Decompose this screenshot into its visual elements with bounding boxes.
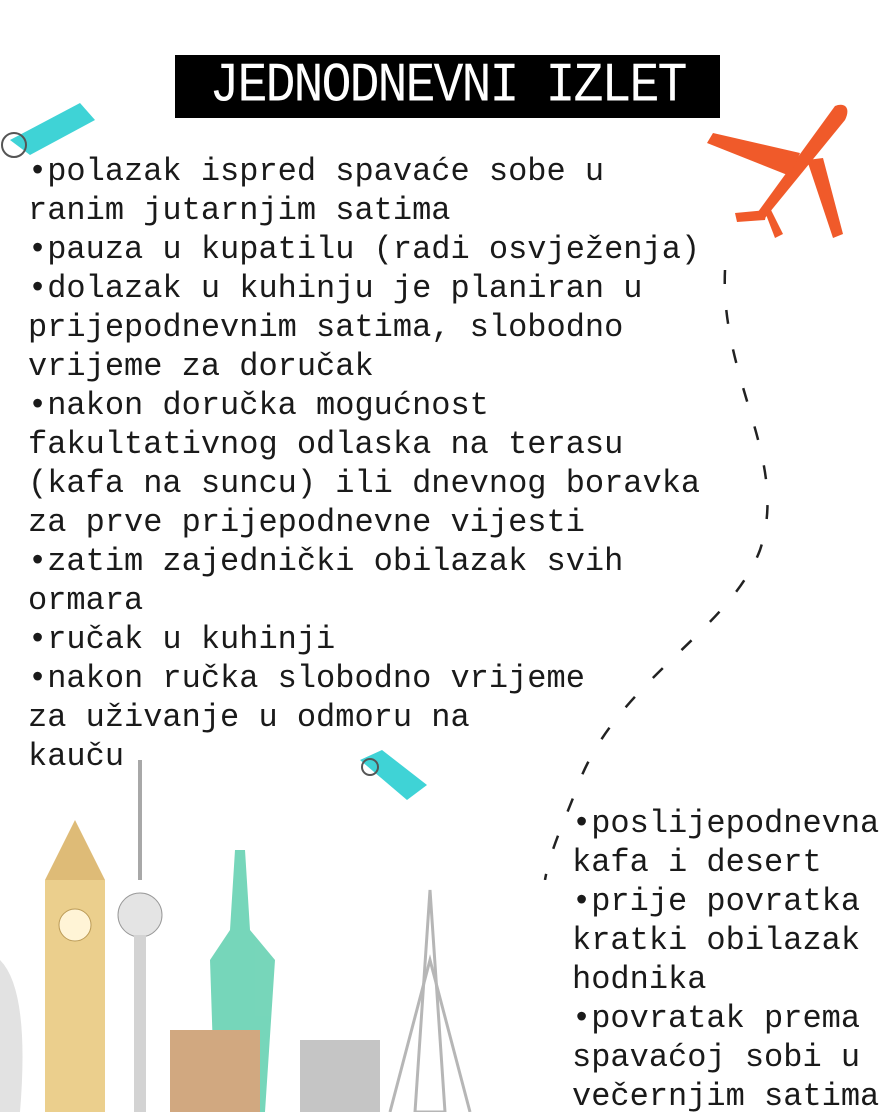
- itinerary-line: vrijeme za doručak: [28, 348, 374, 385]
- itinerary-line: •poslijepodnevna: [572, 805, 880, 842]
- itinerary-line: za prve prijepodnevne vijesti: [28, 504, 585, 541]
- itinerary-line: kratki obilazak: [572, 922, 861, 959]
- itinerary-line: •povratak prema: [572, 1000, 861, 1037]
- itinerary-line: •pauza u kupatilu (radi osvježenja): [28, 231, 701, 268]
- itinerary-line: •polazak ispred spavaće sobe u: [28, 153, 605, 190]
- itinerary-line: fakultativnog odlaska na terasu: [28, 426, 624, 463]
- itinerary-line: kafa i desert: [572, 844, 822, 881]
- itinerary-line: hodnika: [572, 961, 707, 998]
- itinerary-main-list: [28, 152, 700, 776]
- itinerary-line: •nakon doručka mogućnost: [28, 387, 489, 424]
- itinerary-line: ormara: [28, 582, 144, 619]
- airplane-icon: [705, 98, 855, 248]
- title-banner: [175, 55, 720, 118]
- itinerary-line: večernjim satima: [572, 1078, 880, 1115]
- itinerary-line: kauču: [28, 738, 125, 775]
- itinerary-line: (kafa na suncu) ili dnevnog boravka: [28, 465, 701, 502]
- itinerary-line: za uživanje u odmoru na: [28, 699, 470, 736]
- itinerary-line: •zatim zajednički obilazak svih: [28, 543, 624, 580]
- itinerary-line: •nakon ručka slobodno vrijeme: [28, 660, 585, 697]
- itinerary-line: •prije povratka: [572, 883, 861, 920]
- itinerary-line: prijepodnevnim satima, slobodno: [28, 309, 624, 346]
- itinerary-line: •ručak u kuhinji: [28, 621, 336, 658]
- itinerary-afternoon-list: [572, 804, 879, 1116]
- itinerary-line: spavaćoj sobi u: [572, 1039, 861, 1076]
- page-title: JEDNODNEVNI IZLET: [209, 54, 686, 119]
- itinerary-line: ranim jutarnjim satima: [28, 192, 451, 229]
- landmarks-illustration: [0, 760, 520, 1112]
- itinerary-line: •dolazak u kuhinju je planiran u: [28, 270, 643, 307]
